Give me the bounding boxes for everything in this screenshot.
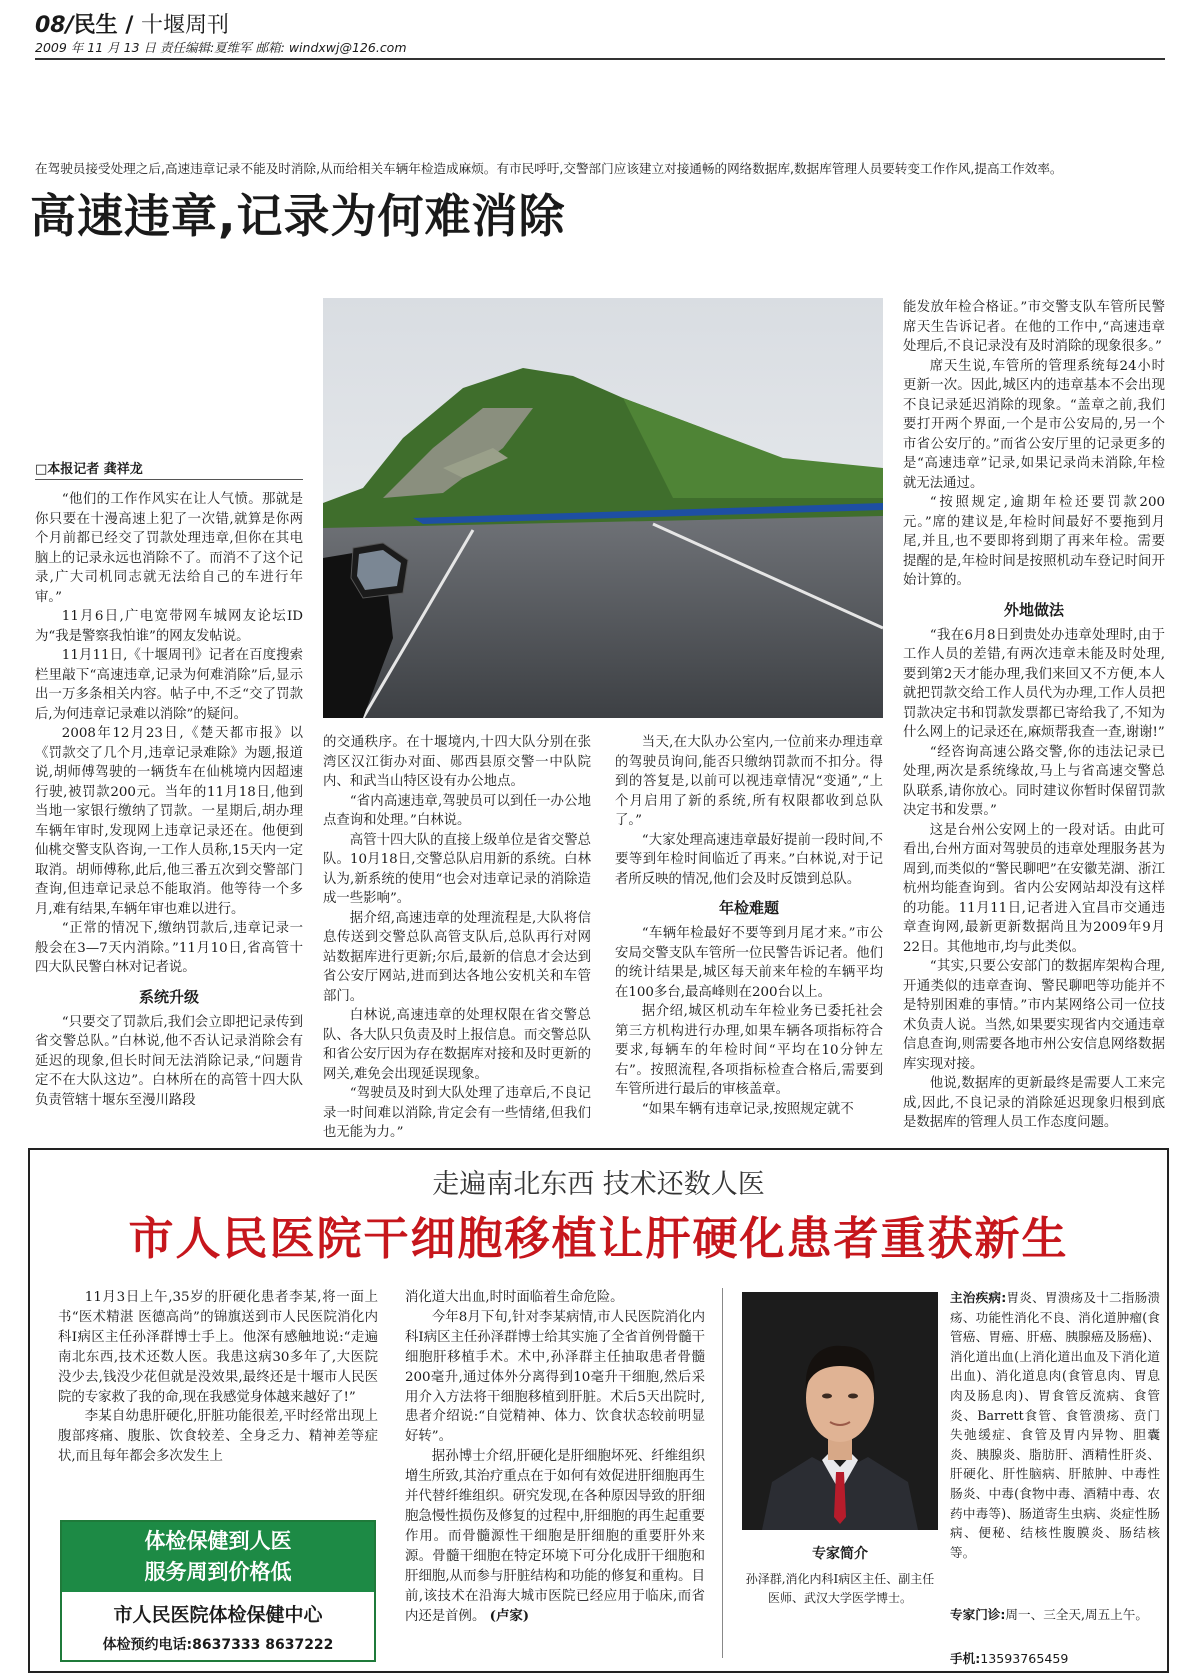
checkup-phone: 体检预约电话:8637333 8637222 bbox=[102, 1637, 334, 1653]
subheading-system-upgrade: 系统升级 bbox=[138, 987, 199, 1006]
column-name: 十堰周刊 bbox=[141, 13, 230, 38]
section-name: 民生 bbox=[73, 13, 118, 38]
masthead-meta: 2009 年 11 月 13 日 责任编辑:夏维军 邮箱: windxwj@126.com bbox=[35, 40, 407, 55]
article-paragraph: “按照规定,逾期年检还要罚款200元。”席的建议是,年检时间最好不要拖到月尾,并且,也不要即将到期了再来年检。需要提醒的是,年检时间是按照机动车登记时间开始计算的。 bbox=[903, 495, 1165, 588]
subheading-annual-inspection: 年检难题 bbox=[718, 899, 779, 917]
article-column-4 bbox=[903, 298, 1165, 1133]
subheading-other-regions: 外地做法 bbox=[1003, 600, 1064, 619]
article-paragraph: “大家处理高速违章最好提前一段时间,不要等到年检时间临近了再来。”白林说,对于记者所反映的情况,他们会及时反馈到总队。 bbox=[615, 832, 883, 887]
ad-paragraph: 11月3日上午,35岁的肝硬化患者李某,将一面上书“医术精湛 医德高尚”的锦旗送到市人民医院消化内科Ⅰ病区主任孙泽群博士手上。他深有感触地说:“走遍南北东西,技术还数人医。我患这病30多年了,大医院没少去,钱没少花但就是没效果,最终还是十堰市人民医院的专家救了我的命,现在我感觉身体越来越好了!” bbox=[58, 1290, 378, 1405]
article-paragraph: 据介绍,高速违章的处理流程是,大队将信息传送到交警总队高管支队后,总队再行对网站数据库进行更新;尔后,最新的信息才会达到省公安厅网站,进而到达各地公安机关和车管部门。 bbox=[323, 910, 591, 1004]
clinic-text: 周一、三全天,周五上午。 bbox=[1005, 1607, 1148, 1622]
article-paragraph: “经咨询高速公路交警,你的违法记录已处理,两次是系统缘故,马上与省高速交警总队联系,请你放心。同时建议你暂时保留罚款决定书和发票。” bbox=[903, 744, 1165, 818]
article-paragraph: 白林说,高速违章的处理权限在省交警总队、各大队只负责及时上报信息。而交警总队和省公安厅因为存在数据库对接和及时更新的网关,难免会出现延误现象。 bbox=[323, 1008, 591, 1082]
checkup-center-name: 市人民医院体检保健中心 bbox=[113, 1604, 323, 1626]
ad-kicker: 走遍南北东西 技术还数人医 bbox=[432, 1169, 765, 1200]
ad-divider bbox=[722, 1288, 723, 1658]
article-column-3 bbox=[615, 733, 883, 1119]
masthead-rule bbox=[35, 58, 1165, 60]
masthead-separator: / bbox=[117, 13, 142, 38]
specialty-text: 胃炎、胃溃疡及十二指肠溃疡、功能性消化不良、消化道肿瘤(食管癌、胃癌、肝癌、胰腺癌及肠癌)、消化道出血(上消化道出血及下消化道出血)、消化道息肉(食管息肉、胃息肉及肠息肉)、胃食管反流病、食管炎、Barrett食管、食管溃疡、贲门失弛缓症、食管及胃内异物、胆囊炎、胰腺炎、脂肪肝、酒精性肝炎、肝硬化、肝性脑病、肝脓肿、中毒性肠炎、中毒(食物中毒、酒精中毒、农药中毒等)、肠道寄生虫病、炎症性肠病、便秘、结核性腹膜炎、肠结核等。 bbox=[950, 1290, 1160, 1560]
expert-heading: 专家简介 bbox=[812, 1546, 868, 1562]
article-paragraph: 这是台州公安网上的一段对话。由此可看出,台州方面对驾驶员的违章处理服务甚为周到,而类似的“警民聊吧”在安徽芜湖、浙江杭州均能查询到。省内公安网站却没有这样的功能。11月11日,记者进入宜昌市交通违章查询网,最新更新数据尚且为2009年9月22日。其他地市,均与此类似。 bbox=[903, 822, 1165, 955]
ad-column-2 bbox=[405, 1288, 705, 1626]
article-paragraph: 高管十四大队的直接上级单位是省交警总队。10月18日,交警总队启用新的系统。白林认为,新系统的使用“也会对违章记录的消除造成一些影响”。 bbox=[323, 832, 591, 906]
checkup-slogan bbox=[62, 1522, 374, 1592]
article-paragraph: 据介绍,城区机动车年检业务已委托社会第三方机构进行办理,如果车辆各项指标符合要求,每辆车的年检时间“平均在10分钟左右”。按照流程,各项指标检查合格后,需要到车管所进行最后的审核盖章。 bbox=[615, 1004, 883, 1097]
article-paragraph: “省内高速违章,驾驶员可以到任一办公地点查询和处理。”白林说。 bbox=[323, 793, 591, 828]
checkup-slogan-line-2: 服务周到价格低 bbox=[144, 1560, 292, 1584]
specialty-label: 主治疾病: bbox=[950, 1290, 1007, 1305]
article-paragraph: 2008年12月23日,《楚天都市报》以《罚款交了几个月,违章记录难除》为题,报道说,胡师傅驾驶的一辆货车在仙桃境内因超速行驶,被罚款200元。当年的11月18日,他到当地一家银行缴纳了罚款。一星期后,胡办理车辆年审时,发现网上违章记录还在。他便到仙桃交警支队咨询,一工作人员称,15天内一定取消。胡师傅称,此后,他三番五次到交警部门查询,但违章记录总不能取消。他等待一个多月,难有结果,车辆年审也难以进行。 bbox=[35, 726, 303, 917]
article-paragraph: “驾驶员及时到大队处理了违章后,不良记录一时间难以消除,肯定会有一些情绪,但我们也无能为力。” bbox=[323, 1086, 591, 1140]
checkup-banner bbox=[60, 1520, 376, 1662]
ad-column-1 bbox=[58, 1288, 378, 1467]
article-paragraph: “我在6月8日到贵处办违章处理时,由于工作人员的差错,有两次违章未能及时处理,要到第2天才能办理,我们来回又不方便,本人就把罚款交给工作人员代为办理,工作人员把罚款决定书和罚款发票都已寄给我了,不知为什么网上的记录还在,麻烦帮我查一查,谢谢!” bbox=[903, 627, 1165, 740]
article-paragraph: “车辆年检最好不要等到月尾才来。”市公安局交警支队车管所一位民警告诉记者。他们的统计结果是,城区每天前来年检的车辆平均在100多台,最高峰则在200台以上。 bbox=[615, 926, 883, 1000]
expert-bio: 孙泽群,消化内科Ⅰ病区主任、副主任医师、武汉大学医学博士。 bbox=[745, 1572, 935, 1605]
article-column-1 bbox=[35, 490, 303, 1110]
article-paragraph: “如果车辆有违章记录,按照规定就不 bbox=[641, 1101, 854, 1117]
article-paragraph: 11月11日,《十堰周刊》记者在百度搜索栏里敲下“高速违章,记录为何难消除”后,显示出一万多条相关内容。帖子中,不乏“交了罚款后,为何违章记录难以消除”的疑问。 bbox=[35, 648, 303, 722]
expert-clinic-hours bbox=[950, 1605, 1160, 1625]
article-paragraph: “他们的工作作风实在让人气愤。那就是你只要在十漫高速上犯了一次错,就算是你两个月前都已经交了罚款处理违章,但你在其电脑上的记录永远也消除不了。而消不了这个记录,广大司机同志就无法给自己的车进行年审。” bbox=[35, 492, 303, 605]
checkup-slogan-line-1: 体检保健到人医 bbox=[144, 1529, 292, 1553]
ad-author: (卢家) bbox=[489, 1607, 530, 1624]
byline: □本报记者 龚祥龙 bbox=[35, 462, 143, 477]
article-paragraph: 他说,数据库的更新最终是需要人工来完成,因此,不良记录的消除延迟现象归根到底是数据库的管理人员工作态度问题。 bbox=[903, 1076, 1165, 1130]
ad-paragraph: 李某自幼患肝硬化,肝脏功能很差,平时经常出现上腹部疼痛、腹胀、饮食较差、全身乏力、精神差等症状,而且每年都会多次发生上 bbox=[58, 1409, 378, 1465]
byline-rule bbox=[35, 479, 303, 480]
masthead bbox=[35, 8, 229, 39]
article-paragraph: 当天,在大队办公室内,一位前来办理违章的驾驶员询问,能否只缴纳罚款而不扣分。得到的答复是,以前可以视违章情况“变通”,“上个月启用了新的系统,所有权限都收到总队了。” bbox=[615, 735, 883, 828]
expert-mobile bbox=[950, 1648, 1160, 1667]
hospital-advertorial bbox=[28, 1148, 1169, 1673]
page-number: 08/ bbox=[35, 13, 74, 38]
mobile-label: 手机: bbox=[950, 1651, 981, 1666]
article-paragraph: 11月6日,广电宽带网车城网友论坛ID为“我是警察我怕谁”的网友发帖说。 bbox=[35, 609, 303, 644]
article-paragraph: 能发放年检合格证。”市交警支队车管所民警席天生告诉记者。在他的工作中,“高速违章处理后,不良记录没有及时消除的现象很多。” bbox=[903, 300, 1165, 354]
ad-paragraph bbox=[405, 1447, 705, 1626]
ad-paragraph: 消化道大出血,时时面临着生命危险。 bbox=[405, 1290, 624, 1305]
ad-title: 市人民医院干细胞移植让肝硬化患者重获新生 bbox=[128, 1212, 1069, 1265]
mobile-number: 13593765459 bbox=[980, 1651, 1069, 1666]
article-lead: 在驾驶员接受处理之后,高速违章记录不能及时消除,从而给相关车辆年检造成麻烦。有市民呼吁,交警部门应该建立对接通畅的网络数据库,数据库管理人员要转变工作作风,提高工作效率。 bbox=[35, 161, 1063, 176]
ad-paragraph: 今年8月下旬,针对李某病情,市人民医院消化内科Ⅰ病区主任孙泽群博士给其实施了全省首例骨髓干细胞肝移植手术。术中,孙泽群主任抽取患者骨髓200毫升,通过体外分离得到10毫升干细胞,然后采用介入方法将干细胞移植到肝脏。术后5天出院时,患者介绍说:“自觉精神、体力、饮食状态较前明显好转”。 bbox=[405, 1309, 705, 1445]
article-headline: 高速违章,记录为何难消除 bbox=[30, 189, 566, 243]
article-paragraph: 的交通秩序。在十堰境内,十四大队分别在张湾区汉江街办对面、郧西县原交警一中队院内、和武当山特区设有办公地点。 bbox=[323, 735, 591, 789]
article-paragraph: “正常的情况下,缴纳罚款后,违章记录一般会在3—7天内消除。”11月10日,省高管十四大队民警白林对记者说。 bbox=[35, 921, 303, 975]
expert-specialty bbox=[950, 1288, 1160, 1562]
article-paragraph: “其实,只要公安部门的数据库架构合理,开通类似的违章查询、警民聊吧等功能并不是特别困难的事情。”市内某网络公司一位技术负责人说。当然,如果要实现省内交通违章信息查询,则需要各地市州公安信息网络数据库实现对接。 bbox=[903, 959, 1165, 1072]
ad-paragraph-text: 据孙博士介绍,肝硬化是肝细胞坏死、纤维组织增生所致,其治疗重点在于如何有效促进肝细胞再生并代替纤维组织。研究发现,在各种原因导致的肝细胞急慢性损伤及修复的过程中,肝细胞的再生起重要作用。而骨髓源性干细胞是肝细胞的重要肝外来源。骨髓干细胞在特定环境下可分化成肝干细胞和肝细胞,从而参与肝脏结构和功能的修复和重构。目前,该技术在沿海大城市医院已经应用于临床,而省内还是首例。 bbox=[405, 1449, 705, 1624]
article-paragraph: “只要交了罚款后,我们会立即把记录传到省交警总队。”白林说,他不否认记录消除会有延迟的现象,但长时间无法消除记录,“问题肯定不在大队这边”。白林所在的高管十四大队负责管辖十堰东至漫川路段 bbox=[35, 1014, 303, 1108]
highway-photo bbox=[323, 298, 883, 718]
expert-portrait bbox=[742, 1292, 938, 1530]
article-column-2 bbox=[323, 733, 591, 1143]
clinic-label: 专家门诊: bbox=[950, 1607, 1006, 1622]
article-paragraph: 席天生说,车管所的管理系统每24小时更新一次。因此,城区内的违章基本不会出现不良记录延迟消除的现象。“盖章之前,我们要打开两个界面,一个是市公安局的,另一个市省公安厅的。”而省公安厅里的记录更多的是“高速违章”记录,如果记录尚未消除,年检就无法通过。 bbox=[903, 358, 1165, 491]
